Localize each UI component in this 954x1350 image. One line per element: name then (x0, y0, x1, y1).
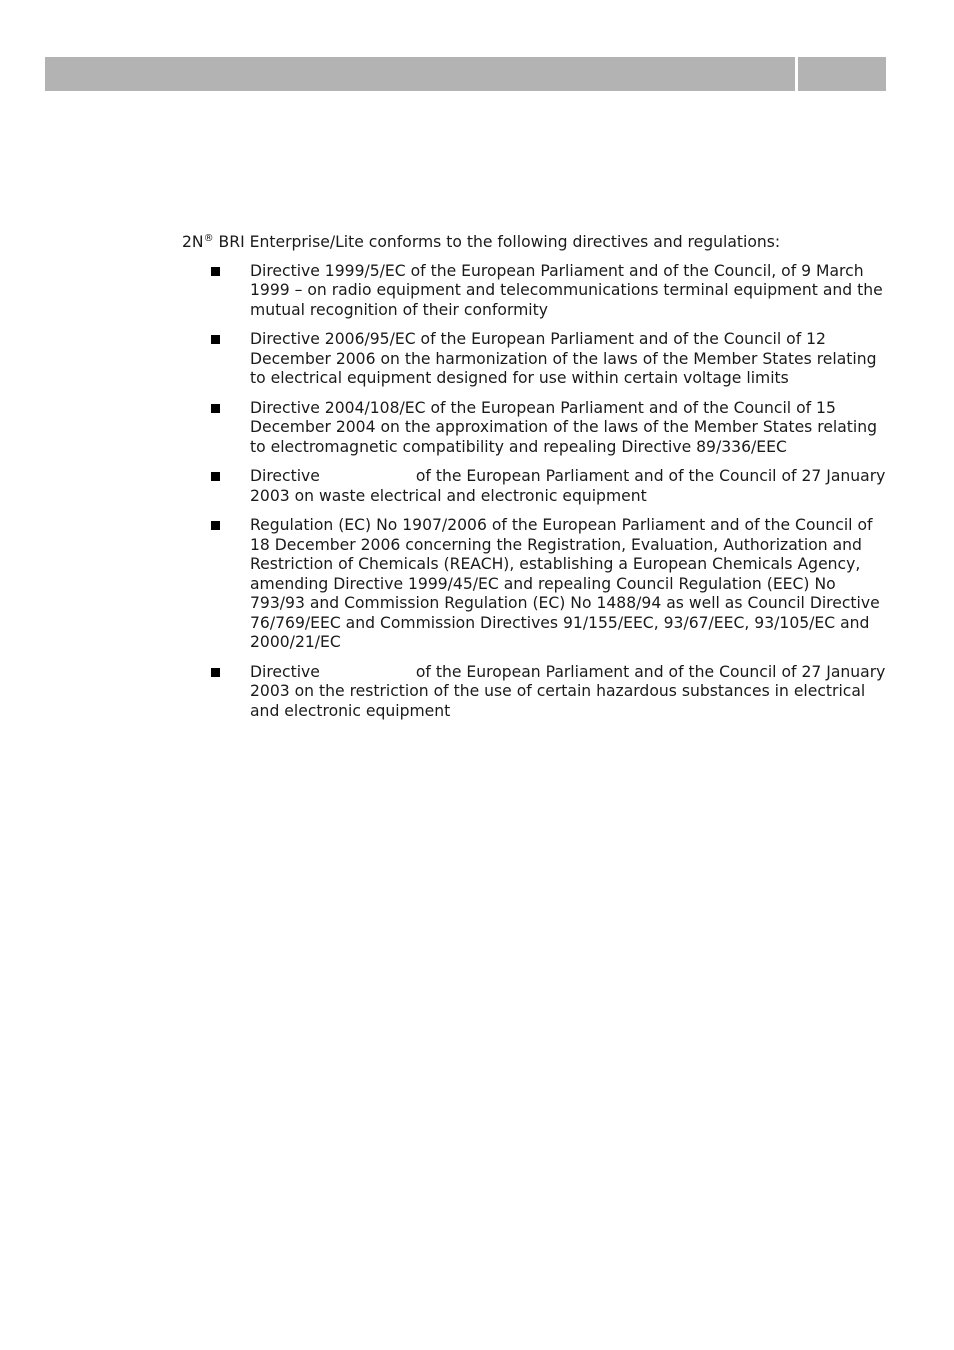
square-bullet-icon (211, 335, 220, 344)
square-bullet-icon (211, 267, 220, 276)
directive-text: Regulation (EC) No 1907/2006 of the European Parliament and of the Council of 18 December 2006 concerning the Registration, Evaluation, Authorization and Restriction of Chemicals (REACH), establishing a European Chemicals Agency, amending Directive 1999/45/EC and repealing Council Regulation (EEC) No 793/93 and Commission Regulation (EC) No 1488/94 as well as Council Directive 76/769/EEC and Commission Directives 91/155/EEC, 93/67/EEC, 93/105/EC and 2000/21/EC (250, 516, 880, 651)
square-bullet-icon (211, 472, 220, 481)
intro-paragraph (182, 233, 888, 253)
header-bar-page-box (798, 57, 886, 91)
directive-text: Directive 1999/5/EC of the European Parliament and of the Council, of 9 March 1999 – on radio equipment and telecommunications terminal equipment and the mutual recognition of their conformity (250, 261, 883, 319)
list-item (182, 262, 888, 321)
directive-lead: Directive (250, 662, 320, 681)
directive-text: Directive 2004/108/EC of the European Parliament and of the Council of 15 December 2004 on the approximation of the laws of the Member States relating to electromagnetic compatibility and repealing Directive 89/336/EEC (250, 398, 878, 456)
directive-text: of the European Parliament and of the Council of 27 January 2003 on the restriction of the use of certain hazardous substances in electrical and electronic equipment (250, 662, 886, 720)
directive-text: of the European Parliament and of the Council of 27 January 2003 on waste electrical and electronic equipment (250, 467, 886, 505)
list-item (182, 330, 888, 389)
square-bullet-icon (211, 521, 220, 530)
square-bullet-icon (211, 404, 220, 413)
conformity-section (182, 233, 888, 731)
directive-text: Directive 2006/95/EC of the European Parliament and of the Council of 12 December 2006 on the harmonization of the laws of the Member States relating to electrical equipment designed for use within certain voltage limits (250, 330, 877, 387)
header-bar (45, 57, 795, 91)
list-item (182, 399, 888, 458)
square-bullet-icon (211, 668, 220, 677)
list-item (182, 663, 888, 722)
directive-lead: Directive (250, 467, 320, 485)
brand-name: 2N (182, 233, 204, 251)
list-item (182, 467, 888, 506)
intro-text: BRI Enterprise/Lite conforms to the following directives and regulations: (213, 233, 781, 251)
directive-list (182, 262, 888, 722)
list-item (182, 516, 888, 653)
registered-trademark-icon: ® (203, 233, 214, 244)
